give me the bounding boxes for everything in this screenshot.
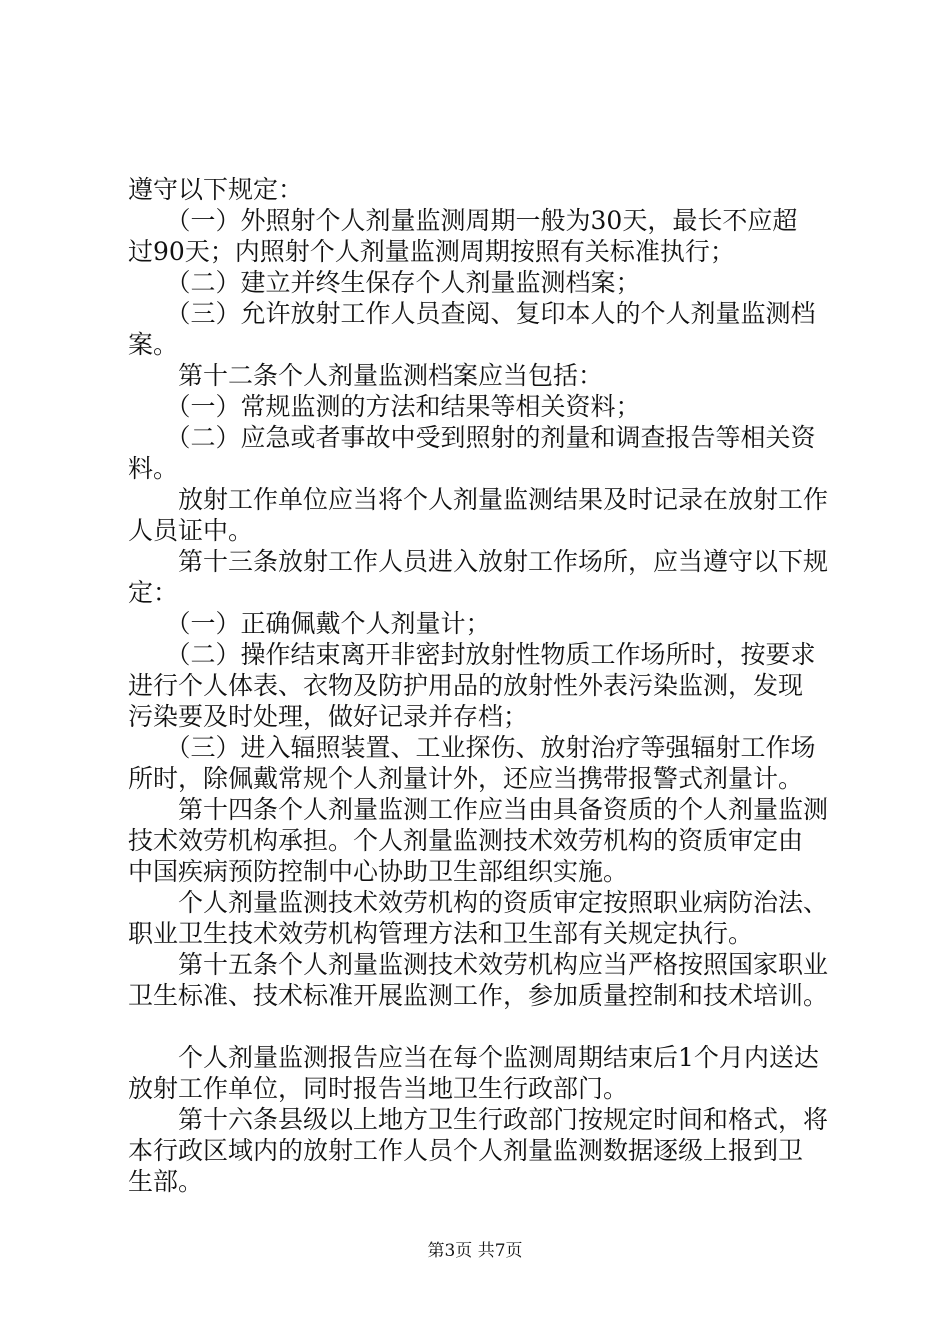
text-line: 遵守以下规定：	[128, 175, 304, 204]
text-line: （三）允许放射工作人员查阅、复印本人的个人剂量监测档	[128, 299, 816, 328]
text-line: 卫生标准、技术标准开展监测工作，参加质量控制和技术培训。	[128, 981, 829, 1010]
text-line: （一）常规监测的方法和结果等相关资料；	[128, 392, 641, 421]
text-line: 第十六条县级以上地方卫生行政部门按规定时间和格式，将	[128, 1105, 829, 1134]
text-line: 本行政区域内的放射工作人员个人剂量监测数据逐级上报到卫	[128, 1136, 804, 1165]
text-line: 技术效劳机构承担。个人剂量监测技术效劳机构的资质审定由	[128, 826, 804, 855]
text-line: （二）建立并终生保存个人剂量监测档案；	[128, 268, 641, 297]
text-line: 职业卫生技术效劳机构管理方法和卫生部有关规定执行。	[128, 919, 754, 948]
text-line: 第十二条个人剂量监测档案应当包括：	[128, 361, 604, 390]
text-line: 进行个人体表、衣物及防护用品的放射性外表污染监测，发现	[128, 671, 804, 700]
text-line: （二）操作结束离开非密封放射性物质工作场所时，按要求	[128, 640, 816, 669]
text-line: 放射工作单位应当将个人剂量监测结果及时记录在放射工作	[128, 485, 829, 514]
document-body	[128, 174, 848, 1197]
text-line: 第十三条放射工作人员进入放射工作场所，应当遵守以下规	[128, 547, 829, 576]
text-line: （一）正确佩戴个人剂量计；	[128, 609, 491, 638]
text-line: （一）外照射个人剂量监测周期一般为30天，最长不应超	[128, 206, 798, 235]
text-line: 生部。	[128, 1167, 204, 1196]
text-line: 中国疾病预防控制中心协助卫生部组织实施。	[128, 857, 629, 886]
text-line: 第十五条个人剂量监测技术效劳机构应当严格按照国家职业	[128, 950, 829, 979]
page-number-footer: 第3页 共7页	[427, 1241, 523, 1261]
text-line: 所时，除佩戴常规个人剂量计外，还应当携带报警式剂量计。	[128, 764, 804, 793]
text-line: 定：	[128, 578, 179, 607]
text-line: （二）应急或者事故中受到照射的剂量和调查报告等相关资	[128, 423, 816, 452]
text-line: 料。	[128, 454, 179, 483]
text-line: 案。	[128, 330, 179, 359]
paragraph-gap	[128, 1011, 848, 1042]
text-line: 过90天；内照射个人剂量监测周期按照有关标准执行；	[128, 237, 735, 266]
text-line: 污染要及时处理，做好记录并存档；	[128, 702, 529, 731]
text-line: （三）进入辐照装置、工业探伤、放射治疗等强辐射工作场	[128, 733, 816, 762]
text-line: 放射工作单位，同时报告当地卫生行政部门。	[128, 1074, 629, 1103]
text-line: 个人剂量监测技术效劳机构的资质审定按照职业病防治法、	[128, 888, 829, 917]
text-line: 人员证中。	[128, 516, 254, 545]
text-line: 个人剂量监测报告应当在每个监测周期结束后1个月内送达	[128, 1043, 819, 1072]
text-line: 第十四条个人剂量监测工作应当由具备资质的个人剂量监测	[128, 795, 829, 824]
